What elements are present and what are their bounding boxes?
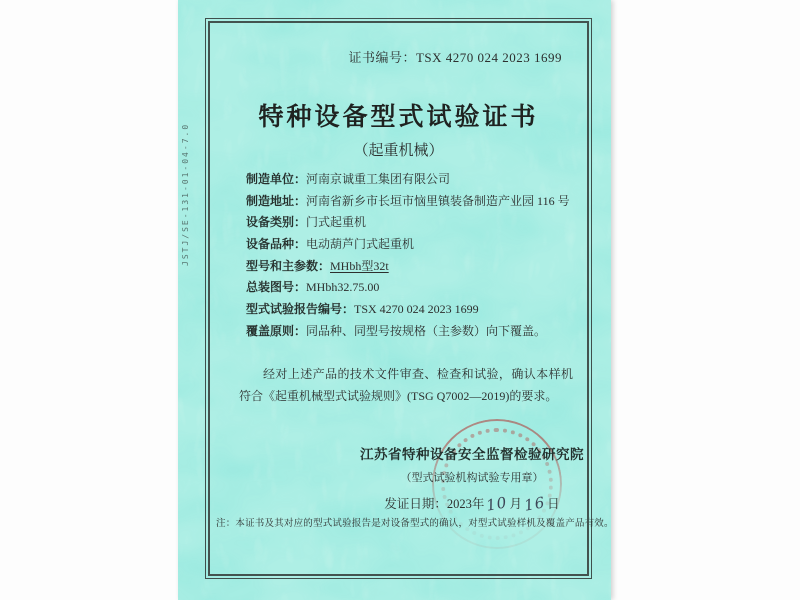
day-unit: 日 [547, 497, 560, 511]
footnote: 注：本证书及其对应的型式试验报告是对设备型式的确认，对型式试验样机及覆盖产品有效。 [216, 519, 614, 529]
edge-serial-code: JSTJ/SE-131-01-04-7.0 [181, 122, 190, 266]
certificate-paper [178, 0, 614, 600]
field-label: 制造地址： [246, 193, 307, 208]
field-value: 同品种、同型号按规格（主参数）向下覆盖。 [306, 323, 547, 338]
handwritten-month: 10 [485, 493, 510, 515]
field-value-underlined: MHbh型32t [330, 258, 389, 273]
issuer-name: 江苏省特种设备安全监督检验研究院 [360, 447, 584, 463]
certificate-fields [246, 169, 575, 343]
field-label: 型式试验报告编号： [246, 302, 355, 317]
field-test-report-no [246, 299, 575, 321]
handwritten-day: 16 [522, 493, 547, 515]
issuer-block [344, 443, 600, 515]
field-coverage-principle [246, 321, 575, 343]
certificate-border-frame [205, 18, 614, 579]
field-address [246, 191, 575, 213]
field-label: 覆盖原则： [246, 323, 307, 338]
field-assembly-drawing-no [246, 277, 575, 299]
field-label: 设备品种： [246, 237, 307, 252]
field-label: 总装图号： [246, 280, 307, 295]
month-unit: 月 [509, 497, 522, 511]
certificate-subtitle: （起重机械） [353, 143, 444, 159]
field-label: 制造单位： [246, 172, 307, 186]
field-value: MHbh32.75.00 [306, 280, 380, 295]
field-model-parameters [246, 256, 575, 278]
field-value: 门式起重机 [306, 215, 367, 230]
field-equipment-category [246, 212, 575, 234]
field-value: 电动葫芦门式起重机 [306, 237, 415, 252]
certificate-title: 特种设备型式试验证书 [258, 102, 539, 131]
field-manufacturer [246, 169, 575, 191]
issue-date-prefix: 发证日期：2023年 [384, 497, 485, 511]
field-label: 设备类别： [246, 215, 307, 230]
certificate-number: 证书编号：TSX 4270 024 2023 1699 [348, 50, 562, 65]
field-value: 河南省新乡市长垣市恼里镇装备制造产业园 116 号 [306, 193, 570, 208]
issuer-seal-note: （型式试验机构试验专用章） [400, 472, 544, 484]
field-value: TSX 4270 024 2023 1699 [354, 302, 479, 317]
field-value: 河南京诚重工集团有限公司 [306, 172, 451, 186]
field-label: 型号和主参数： [246, 258, 331, 273]
issue-date [344, 493, 600, 515]
field-equipment-type [246, 234, 575, 256]
conformity-statement: 经对上述产品的技术文件审查、检查和试验，确认本样机符合《起重机械型式试验规则》(TSG Q7002—2019)的要求。 [239, 367, 573, 403]
